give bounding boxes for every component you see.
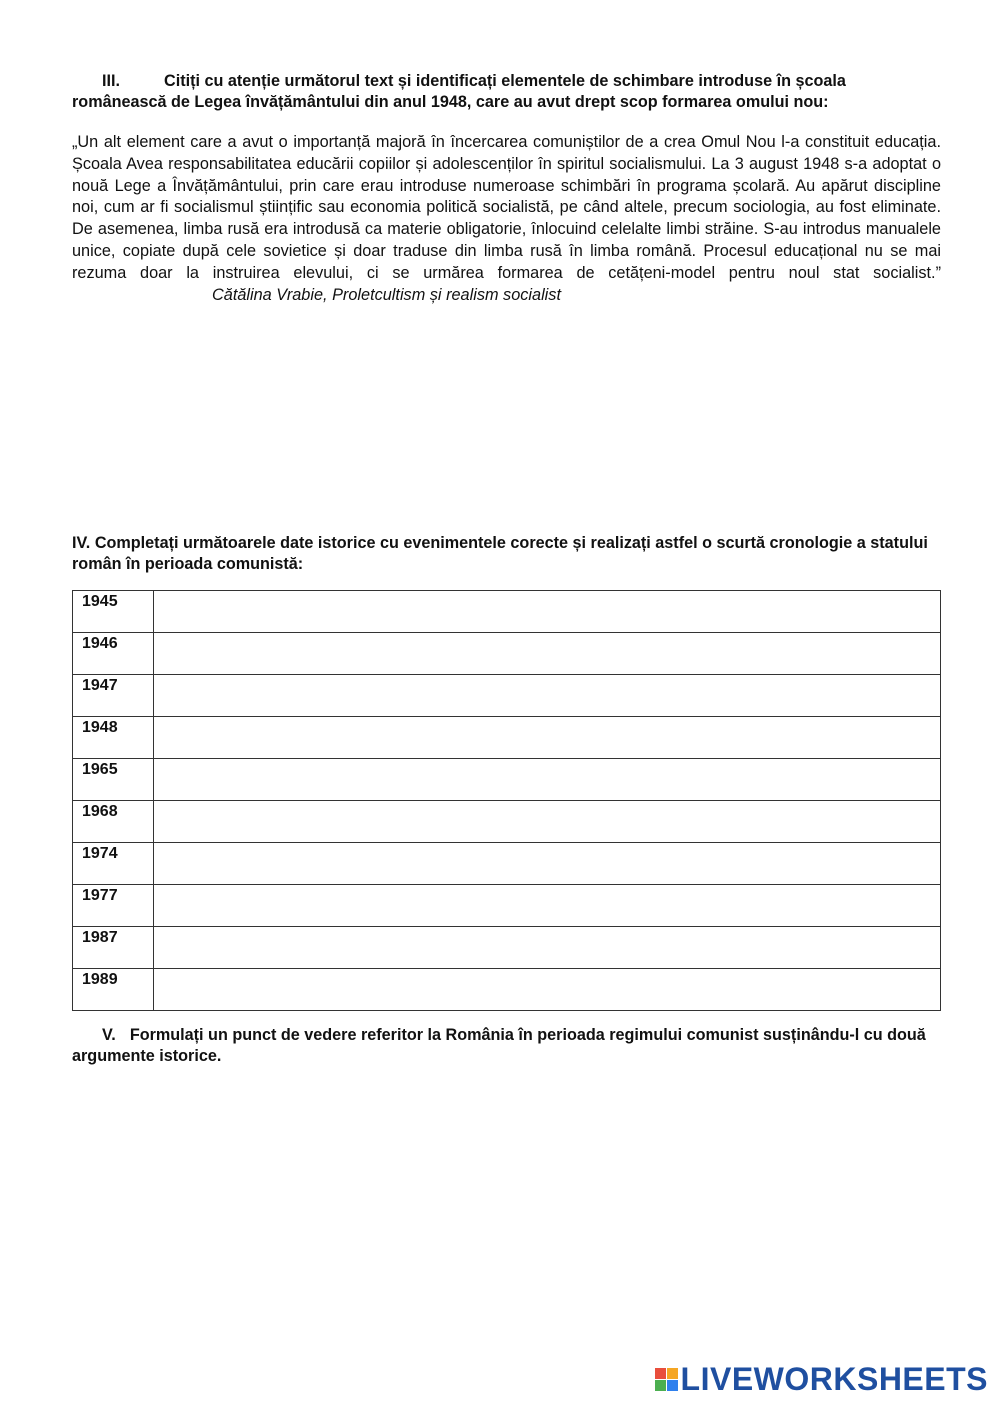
section-5-number: V. <box>102 1026 116 1044</box>
answer-field[interactable] <box>154 927 941 969</box>
quote-source: Cătălina Vrabie, Proletcultism și realism socialist <box>212 285 561 304</box>
source-quote <box>72 132 941 306</box>
table-row <box>73 927 941 969</box>
year-cell: 1977 <box>73 885 154 927</box>
year-cell: 1946 <box>73 633 154 675</box>
section-4-heading <box>72 533 941 575</box>
section-3-instruction: Citiți cu atenție următorul text și identificați elementele de schimbare introduse în școala românească de Legea învățământului din anul 1948, care au avut drept scop formarea omului nou: <box>72 72 846 111</box>
section-3-heading <box>72 71 941 113</box>
table-row <box>73 969 941 1011</box>
answer-field[interactable] <box>154 969 941 1011</box>
table-row <box>73 591 941 633</box>
table-row <box>73 717 941 759</box>
year-cell: 1945 <box>73 591 154 633</box>
answer-field[interactable] <box>154 801 941 843</box>
answer-field[interactable] <box>154 843 941 885</box>
table-row <box>73 633 941 675</box>
table-row <box>73 885 941 927</box>
answer-field[interactable] <box>154 885 941 927</box>
answer-field[interactable] <box>154 633 941 675</box>
year-cell: 1947 <box>73 675 154 717</box>
year-cell: 1987 <box>73 927 154 969</box>
answer-field[interactable] <box>154 675 941 717</box>
section-4-number: IV. <box>72 534 91 552</box>
liveworksheets-logo <box>655 1361 988 1398</box>
quote-text: „Un alt element care a avut o importanță majoră în încercarea comuniștilor de a crea Omul Nou l-a constituit educația. Școala Avea responsabilitatea educării copiilor și adolescenților în spiritul socialismului. La 3 august 1948 s-a adoptat o nouă Lege a Învățământului, prin care erau introduse numeroase schimbări în programa școlară. Au apărut discipline noi, cum ar fi socialismul științific sau economia politică socialistă, pe când altele, precum sociologia, au fost eliminate. De asemenea, limba rusă era introdusă ca materie obligatorie, înlocuind celelalte limbi străine. S-au introdus manualele unice, copiate după cele sovietice și doar traduse din limba rusă în limba română. Procesul educațional nu se mai rezuma doar la instruirea elevului, ci se urmărea formarea de cetățeni-model pentru noul stat socialist.” <box>72 133 941 282</box>
table-row <box>73 675 941 717</box>
answer-field[interactable] <box>154 759 941 801</box>
table-row <box>73 843 941 885</box>
answer-field[interactable] <box>154 717 941 759</box>
year-cell: 1948 <box>73 717 154 759</box>
section-5-instruction: Formulați un punct de vedere referitor la România în perioada regimului comunist susținându-l cu două argumente istorice. <box>72 1026 926 1065</box>
year-cell: 1968 <box>73 801 154 843</box>
section-4-instruction: Completați următoarele date istorice cu evenimentele corecte și realizați astfel o scurtă cronologie a statului român în perioada comunistă: <box>72 534 928 573</box>
chronology-table <box>72 590 941 1011</box>
logo-blocks-icon <box>655 1368 678 1391</box>
brand-name: LIVEWORKSHEETS <box>680 1361 988 1397</box>
table-row <box>73 801 941 843</box>
year-cell: 1974 <box>73 843 154 885</box>
year-cell: 1965 <box>73 759 154 801</box>
year-cell: 1989 <box>73 969 154 1011</box>
section-3-number: III. <box>102 72 120 90</box>
table-row <box>73 759 941 801</box>
answer-field[interactable] <box>154 591 941 633</box>
section-5-heading <box>72 1025 941 1067</box>
